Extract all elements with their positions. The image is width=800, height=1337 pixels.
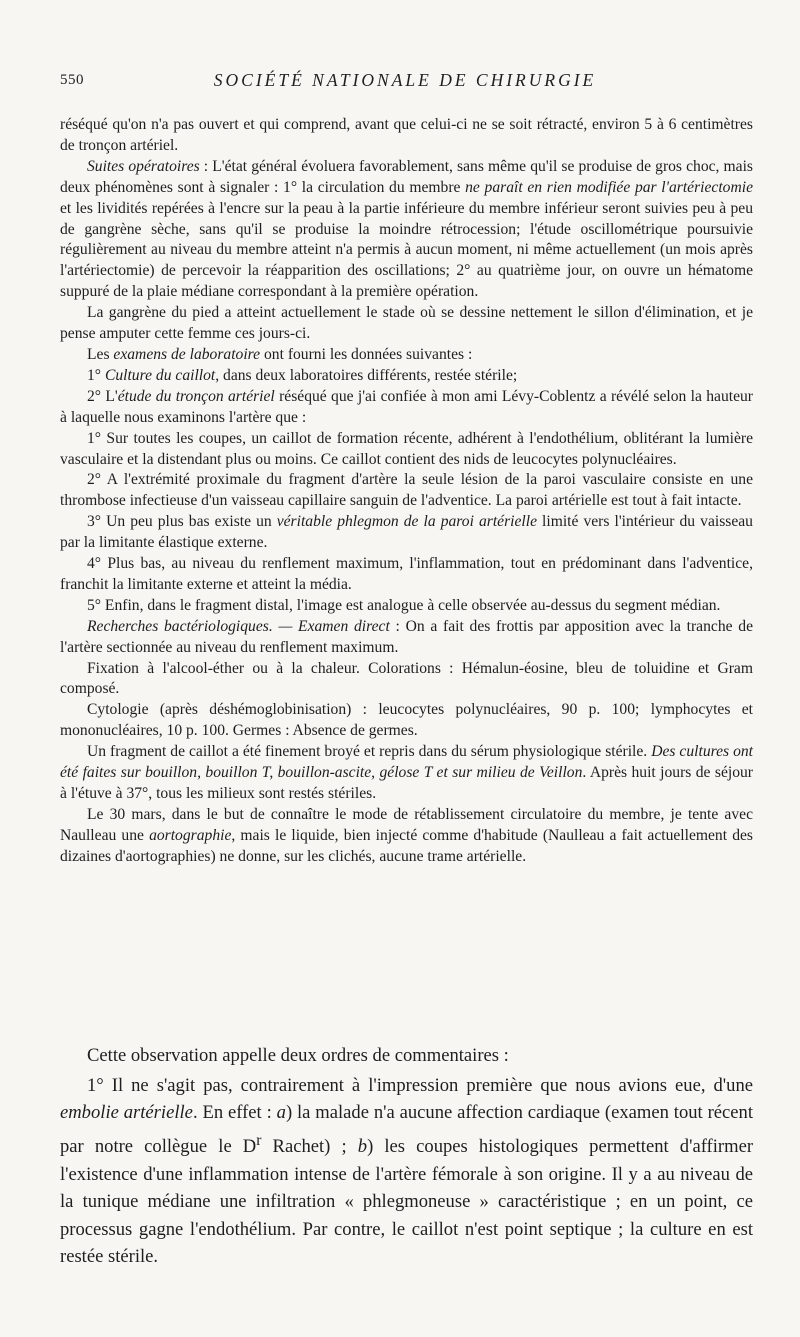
italic-text: véritable phlegmon de la paroi artérielle — [276, 513, 537, 531]
paragraph: 2° A l'extrémité proximale du fragment d'artère la seule lésion de la paroi vasculaire consiste en une thrombose infectieuse d'un vaisseau capillaire sanguin de l'adventice. La paroi artérielle est tout à fait intacte. — [60, 471, 753, 510]
text-run: limité vers l'intérieur du vaisseau par la limitante élastique externe. — [60, 513, 753, 552]
commentary-text — [60, 1042, 753, 1271]
commentary-lead: Cette observation appelle deux ordres de commentaires : — [87, 1045, 509, 1066]
text-run: 1° — [87, 366, 105, 384]
running-title: SOCIÉTÉ NATIONALE DE CHIRURGIE — [213, 70, 597, 90]
text-run: ont fourni les données suivantes : — [260, 345, 473, 363]
paragraph: réséqué qu'on n'a pas ouvert et qui comprend, avant que celui-ci ne se soit rétracté, environ 5 à 6 centimètres de tronçon artériel. — [60, 116, 753, 154]
italic-letter: a — [276, 1102, 286, 1124]
superscript: r — [256, 1131, 262, 1149]
text-run: 2° L' — [87, 387, 118, 405]
paragraph: 4° Plus bas, au niveau du renflement maximum, l'inflammation, tout en prédominant dans l'adventice, franchit la limitante externe et atteint la média. — [60, 555, 753, 593]
text-run: . En effet : — [192, 1102, 277, 1124]
running-header — [60, 70, 750, 96]
text-run: : L'état général évoluera favorablement, sans même qu'il se produise de gros choc, mais deux phénomènes sont à signaler : 1° la circulation du membre — [60, 157, 754, 196]
text-run: Le 30 mars, dans le but de connaître le mode de rétablissement circulatoire du membre, je tente avec Naulleau une — [60, 805, 753, 844]
paragraph — [60, 1072, 753, 1271]
text-run: , mais le liquide, bien injecté comme d'habitude (Naulleau a fait actuellement des dizaines d'aortographies) ne donne, sur les clichés, aucune trame artérielle. — [60, 826, 753, 865]
paragraph — [60, 617, 753, 659]
paragraph: La gangrène du pied a atteint actuellement le stade où se dessine nettement le sillon d'élimination, et je pense amputer cette femme ces jours-ci. — [60, 304, 753, 343]
text-run: 3° Un peu plus bas existe un — [87, 513, 277, 531]
paragraph: Fixation à l'alcool-éther ou à la chaleur. Colorations : Hémalun-éosine, bleu de toluidine et Gram composé. — [60, 659, 753, 698]
italic-text: embolie artérielle — [60, 1102, 193, 1124]
paragraph: 1° Sur toutes les coupes, un caillot de formation récente, adhérent à l'endothélium, oblitérant la lumière vasculaire et la distendant plus ou moins. Ce caillot contient des nids de leucocytes polynucléaires. — [60, 429, 753, 468]
text-run: Un fragment de caillot a été finement broyé et repris dans du sérum physiologique stérile. — [87, 743, 652, 761]
paragraph — [60, 366, 753, 387]
italic-text: examens de laboratoire — [113, 345, 261, 363]
text-run: et les lividités repérées à l'encre sur la peau à la partie inférieure du membre inférieur seront suivies peu à peu de gangrène sèche, sans qu'il se produise la moindre rétrocession; l'étude oscillométrique poursuivie régulièrement au niveau du membre atteint n'a permis à aucun moment, ni même actuellement (un mois après l'artériectomie) de percevoir la réapparition des oscillations; 2° au quatrième jour, on ouvre un hématome suppuré de la plaie médiane correspondant à la première opération. — [60, 199, 753, 301]
paragraph: 5° Enfin, dans le fragment distal, l'image est analogue à celle observée au-dessus du segment médian. — [87, 596, 721, 614]
text-run: réséqué que j'ai confiée à mon ami Lévy-Coblentz a révélé selon la hauteur à laquelle nous examinons l'artère que : — [60, 387, 753, 426]
text-run: 1° Il ne s'agit pas, contrairement à l'impression première que nous avions eue, d'une — [87, 1074, 753, 1096]
italic-text: aortographie — [149, 826, 232, 844]
italic-text: étude du tronçon artériel — [117, 387, 275, 405]
paragraph — [60, 512, 753, 554]
italic-letter: b — [357, 1135, 368, 1157]
text-run: Rachet) ; — [261, 1135, 358, 1157]
text-run: Les — [87, 345, 114, 363]
italic-heading: Suites opératoires — [87, 157, 200, 175]
paragraph — [60, 345, 753, 366]
italic-text: Culture du caillot — [104, 366, 216, 384]
page-number: 550 — [60, 72, 84, 88]
paragraph — [60, 387, 753, 429]
text-run: : On a fait des frottis par apposition avec la tranche de l'artère sectionnée au niveau du renflement maximum. — [60, 617, 753, 656]
italic-heading: Recherches bactériologiques. — Examen direct — [87, 617, 390, 635]
paragraph — [60, 157, 753, 303]
text-run: ) la malade n'a aucune affection cardiaque (examen tout récent par notre collègue le D — [60, 1102, 753, 1157]
paragraph — [60, 742, 753, 805]
italic-text: Des cultures ont été faites sur bouillon, bouillon T, bouillon-ascite, gélose T et sur milieu de Veillon — [60, 743, 754, 782]
text-run: , dans deux laboratoires différents, restée stérile; — [215, 366, 518, 384]
observation-text — [60, 115, 753, 868]
text-run: ) les coupes histologiques permettent d'affirmer l'existence d'une inflammation intense de l'artère fémorale à son origine. Il y a au niveau de la tunique médiane une infiltration « phlegmoneuse » caractéristique ; en un point, ce processus gagne l'endothélium. Par contre, le caillot n'est point septique ; la culture en est restée stérile. — [60, 1135, 754, 1268]
paragraph — [60, 805, 753, 868]
text-run: . Après huit jours de séjour à l'étuve à 37°, tous les milieux sont restés stériles. — [60, 764, 753, 802]
paragraph: Cytologie (après déshémoglobinisation) : leucocytes polynucléaires, 90 p. 100; lymphocytes et mononucléaires, 10 p. 100. Germes : Absence de germes. — [60, 701, 753, 740]
italic-text: ne paraît en rien modifiée par l'artériectomie — [465, 178, 753, 196]
